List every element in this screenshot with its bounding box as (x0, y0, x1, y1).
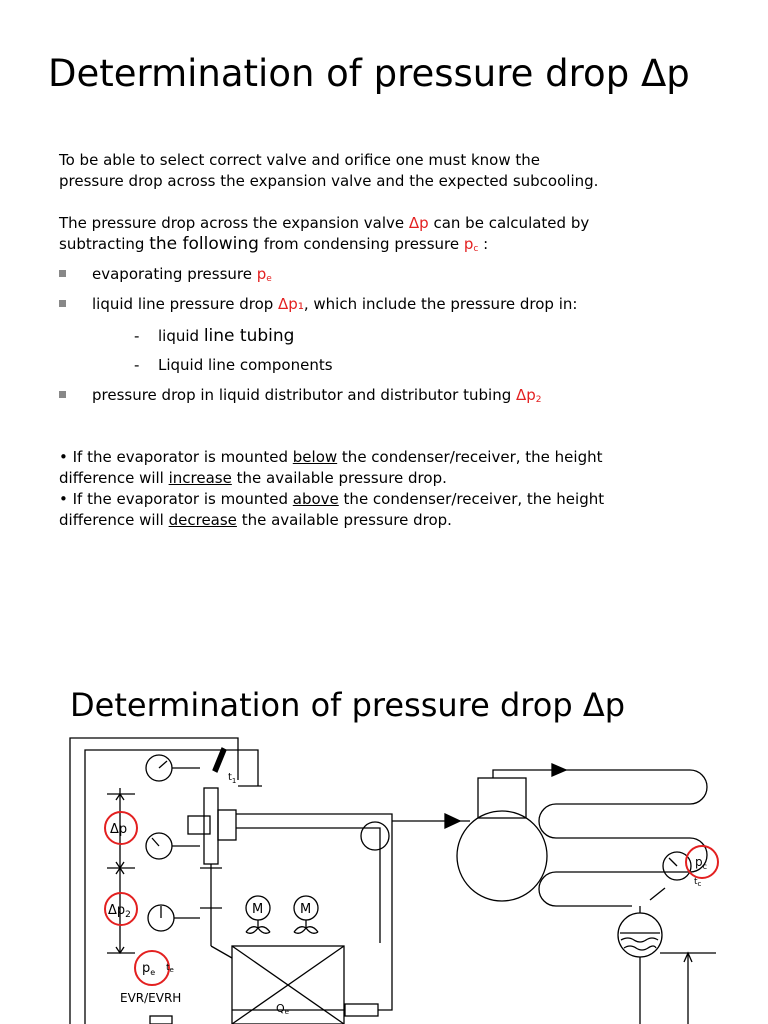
motor-label: M (252, 902, 264, 917)
note-above-line-2: difference will decrease the available pressure drop. (59, 511, 452, 529)
liquid-line-component (345, 1004, 378, 1016)
outer-frame-line (70, 738, 238, 1024)
bulb-icon (361, 822, 389, 850)
dp-label: Δp (110, 822, 128, 837)
evr-evrh-label: EVR/EVRH (120, 991, 182, 1005)
suction-line (236, 814, 392, 943)
thermometer-icon (213, 748, 226, 772)
t1-label: $t_1$ (228, 772, 237, 785)
square-bullet-icon (59, 270, 66, 277)
sub-item-line-components: - Liquid line components (134, 356, 333, 374)
calc-text: from condensing pressure (258, 235, 464, 253)
pc-term: $p_c$ (463, 235, 479, 254)
delta-p-term: Δp (408, 214, 429, 232)
compressor-icon (457, 811, 547, 901)
bullet-evaporating-pressure: evaporating pressure $p_e$ (59, 265, 272, 284)
diagram-slide-title: Determination of pressure drop Δp (70, 686, 626, 724)
evr-valve (150, 1016, 172, 1024)
intro-paragraph (59, 150, 598, 192)
calc-text: The pressure drop across the expansion valve (59, 214, 409, 232)
bullet-liquid-line-drop: liquid line pressure drop Δp₁, which include the pressure drop in: (59, 295, 577, 313)
note-below-line-2: difference will increase the available pressure drop. (59, 469, 447, 487)
note-above-line-1: • If the evaporator is mounted above the condenser/receiver, the height (59, 490, 605, 508)
calc-line-2 (59, 234, 589, 260)
te-label: $t_e$ (166, 963, 174, 974)
dash-marker: - (134, 327, 140, 345)
square-bullet-icon (59, 300, 66, 307)
calc-text: subtracting (59, 235, 150, 253)
following-term: the following (149, 234, 259, 254)
pc-label: $p_c$ (695, 855, 708, 871)
qe-label: Qe (276, 1002, 289, 1016)
tc-label: $t_c$ (694, 877, 702, 888)
colon: : (478, 235, 489, 253)
sub-item-line-tubing: - liquid line tubing (134, 326, 295, 346)
condenser-coil (493, 770, 707, 906)
refrigeration-circuit-diagram (0, 728, 768, 1024)
intro-line-1: To be able to select correct valve and orifice one must know the (59, 151, 540, 169)
flow-arrow-icon (552, 764, 566, 776)
dash-marker: - (134, 356, 140, 374)
fan-blade-icon (246, 920, 270, 933)
square-bullet-icon (59, 391, 66, 398)
calculation-paragraph (59, 213, 589, 260)
slide-title: Determination of pressure drop Δp (48, 52, 690, 95)
flow-arrow-icon (445, 814, 460, 828)
bullet-distributor-drop: pressure drop in liquid distributor and distributor tubing $\Delta p_2$ (59, 386, 542, 405)
dp2-label: $\Delta p_2$ (108, 903, 131, 920)
calc-text: can be calculated by (428, 214, 590, 232)
calc-line-1 (59, 213, 589, 234)
motor-label: M (300, 902, 312, 917)
height-notes (59, 447, 604, 531)
pe-label: $p_e$ (142, 961, 156, 977)
expansion-valve-body (204, 788, 218, 864)
intro-line-2: pressure drop across the expansion valve and the expected subcooling. (59, 172, 599, 190)
fan-blade-icon (294, 920, 318, 933)
note-below-line-1: • If the evaporator is mounted below the condenser/receiver, the height (59, 448, 603, 466)
